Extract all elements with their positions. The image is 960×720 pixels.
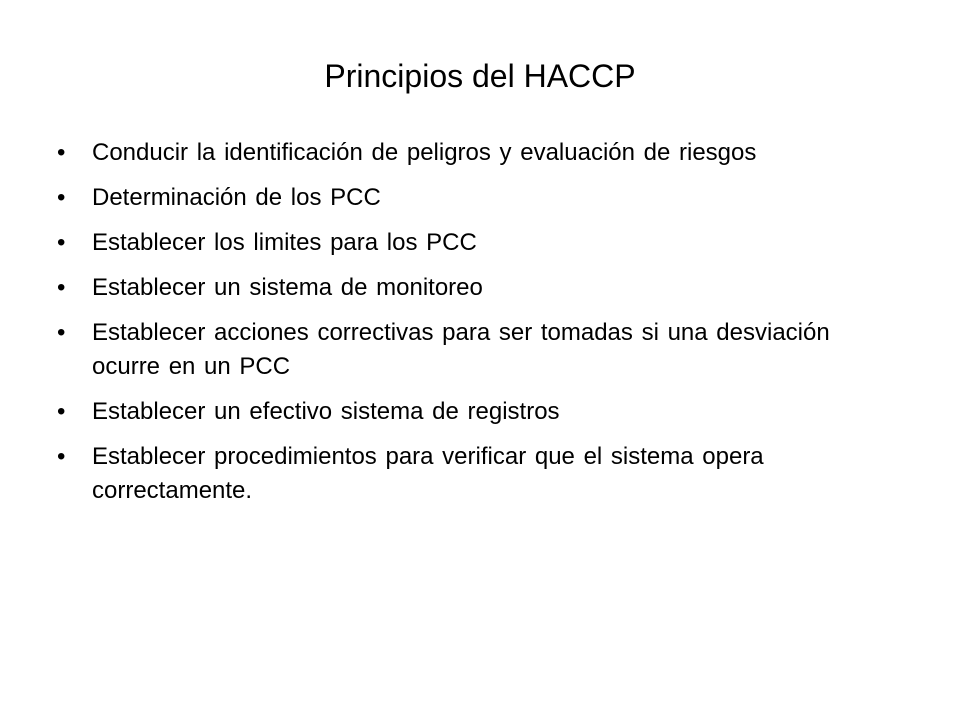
list-item bbox=[57, 181, 897, 215]
list-item bbox=[57, 395, 897, 429]
bullet-text: Establecer un efectivo sistema de registros bbox=[92, 398, 560, 425]
bullet-text: Establecer acciones correctivas para ser tomadas si una desviación ocurre en un PCC bbox=[92, 319, 830, 380]
list-item bbox=[57, 226, 897, 260]
bullet-text: Establecer procedimientos para verificar que el sistema opera correctamente. bbox=[92, 443, 764, 504]
bullet-text: Establecer un sistema de monitoreo bbox=[92, 274, 483, 301]
bullet-icon: • bbox=[57, 274, 66, 301]
bullet-icon: • bbox=[57, 139, 66, 166]
bullet-icon: • bbox=[57, 229, 66, 256]
list-item bbox=[57, 440, 897, 508]
slide-title: Principios del HACCP bbox=[324, 58, 636, 94]
bullet-list bbox=[57, 136, 897, 519]
list-item bbox=[57, 271, 897, 305]
bullet-text: Determinación de los PCC bbox=[92, 184, 381, 211]
list-item bbox=[57, 136, 897, 170]
bullet-text: Conducir la identificación de peligros y evaluación de riesgos bbox=[92, 139, 757, 166]
bullet-text: Establecer los limites para los PCC bbox=[92, 229, 477, 256]
bullet-icon: • bbox=[57, 398, 66, 425]
bullet-icon: • bbox=[57, 443, 66, 470]
list-item bbox=[57, 316, 897, 384]
bullet-icon: • bbox=[57, 184, 66, 211]
bullet-icon: • bbox=[57, 319, 66, 346]
